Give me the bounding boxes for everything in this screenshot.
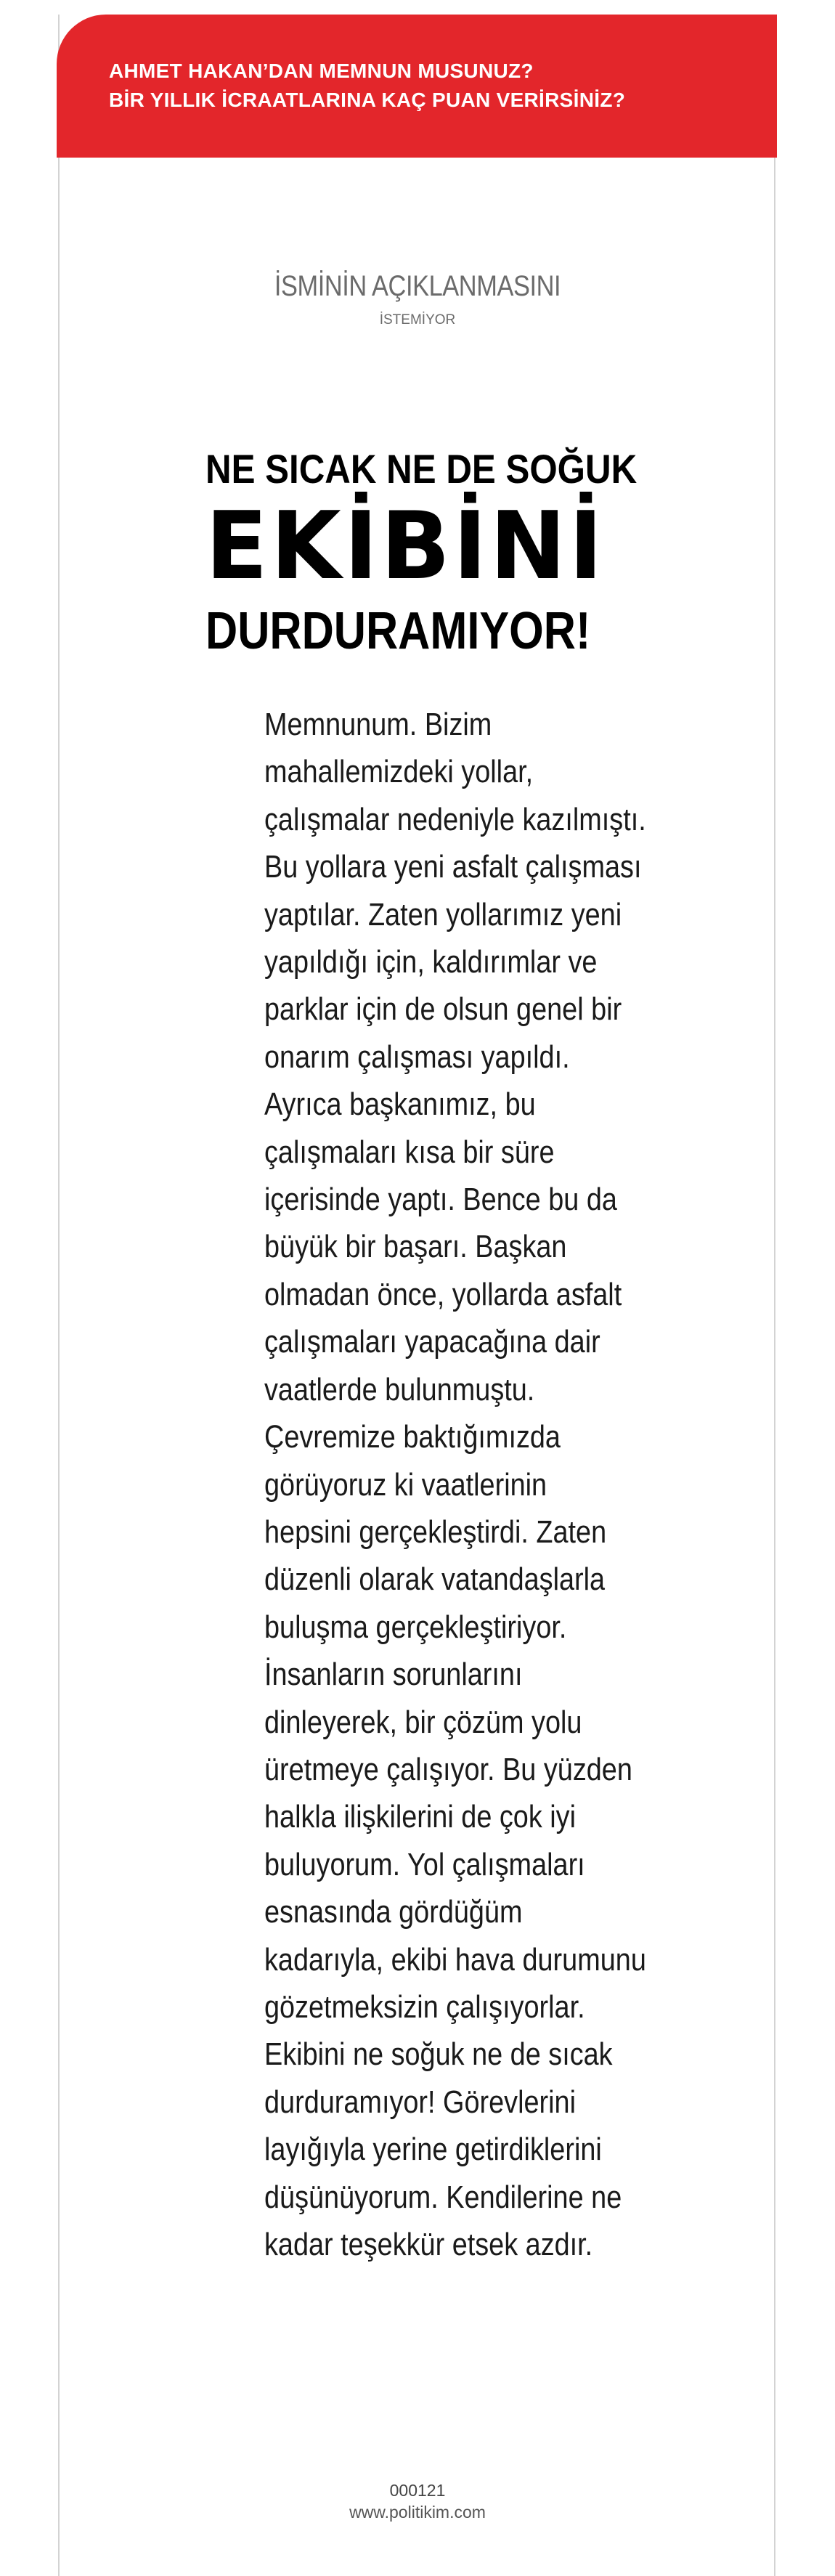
answer-line: Çevremize baktığımızda <box>264 1419 561 1455</box>
answer-line: görüyoruz ki vaatlerinin <box>264 1466 547 1503</box>
footer-website: www.politikim.com <box>349 2503 486 2522</box>
answer-line: üretmeye çalışıyor. Bu yüzden <box>264 1751 632 1787</box>
answer-line: çalışmaları yapacağına dair <box>264 1324 600 1360</box>
answer-line: hepsini gerçekleştirdi. Zaten <box>264 1513 607 1550</box>
answer-line: mahallemizdeki yollar, <box>264 754 534 790</box>
answer-line: içerisinde yaptı. Bence bu da <box>264 1182 617 1218</box>
answer-line: Memnunum. Bizim <box>264 707 492 742</box>
answer-line: durduramıyor! Görevlerini <box>264 2084 577 2120</box>
answer-line: çalışmalar nedeniyle kazılmıştı. <box>264 801 646 837</box>
answer-line: onarım çalışması yapıldı. <box>264 1039 570 1075</box>
answer-line: İnsanların sorunlarını <box>264 1657 523 1693</box>
answer-line: çalışmaları kısa bir süre <box>264 1134 555 1170</box>
answer-line: kadar teşekkür etsek azdır. <box>264 2227 593 2262</box>
answer-line: dinleyerek, bir çözüm yolu <box>264 1704 582 1740</box>
respondent-note: İSTEMİYOR <box>379 312 456 328</box>
answer-line: Bu yollara yeni asfalt çalışması <box>264 849 642 885</box>
answer-line: Ayrıca başkanımız, bu <box>264 1086 536 1123</box>
question-line-1: AHMET HAKAN’DAN MEMNUN MUSUNUZ? <box>109 60 534 82</box>
answer-line: büyük bir başarı. Başkan <box>264 1229 567 1265</box>
headline-line-1: NE SICAK NE DE SOĞUK <box>205 446 638 492</box>
answer-line: buluşma gerçekleştiriyor. <box>264 1609 567 1645</box>
answer-line: düzenli olarak vatandaşlarla <box>264 1561 606 1598</box>
footer-code: 000121 <box>389 2481 446 2500</box>
answer-line: buluyorum. Yol çalışmaları <box>264 1846 585 1882</box>
answer-line: esnasında gördüğüm <box>264 1894 523 1930</box>
headline-line-3: DURDURAMIYOR! <box>205 602 591 660</box>
answer-body <box>264 701 677 2268</box>
question-header <box>57 15 777 158</box>
answer-line: yaptılar. Zaten yollarımız yeni <box>264 896 622 933</box>
answer-line: vaatlerde bulunmuştu. <box>264 1371 535 1407</box>
answer-line: halkla ilişkilerini de çok iyi <box>264 1799 577 1835</box>
answer-line: gözetmeksizin çalışıyorlar. <box>264 1988 585 2025</box>
question-line-2: BİR YILLIK İCRAATLARINA KAÇ PUAN VERİRSİNİZ? <box>109 89 626 111</box>
answer-line: kadarıyla, ekibi hava durumunu <box>264 1941 646 1978</box>
answer-line: olmadan önce, yollarda asfalt <box>264 1276 622 1312</box>
answer-line: Ekibini ne soğuk ne de sıcak <box>264 2036 613 2073</box>
answer-line: düşünüyorum. Kendilerine ne <box>264 2179 622 2215</box>
respondent-name: İSMİNİN AÇIKLANMASINI <box>274 270 561 302</box>
answer-line: yapıldığı için, kaldırımlar ve <box>264 944 598 980</box>
headline-line-2: EKİBİNİ <box>205 492 606 601</box>
answer-line: layığıyla yerine getirdiklerini <box>264 2132 602 2168</box>
answer-line: parklar için de olsun genel bir <box>264 991 622 1028</box>
